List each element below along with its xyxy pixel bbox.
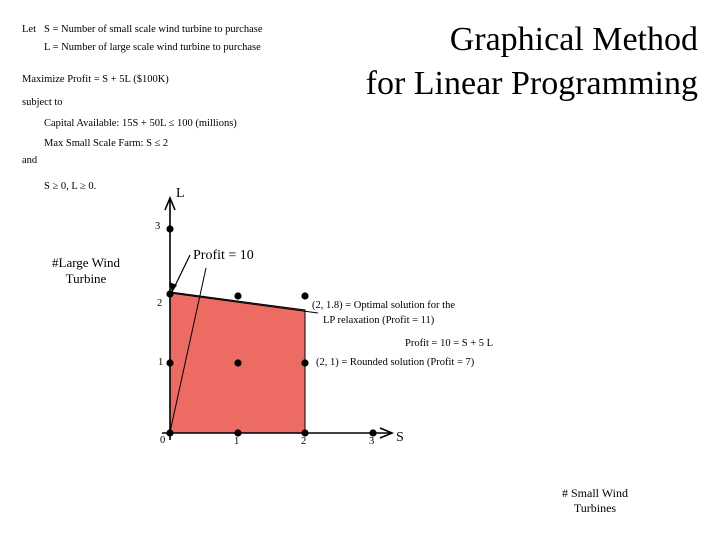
rounded-annotation: (2, 1) = Rounded solution (Profit = 7) bbox=[316, 357, 475, 368]
x-tick-label: 3 bbox=[369, 436, 375, 447]
subject-to: subject to bbox=[22, 97, 63, 108]
y-callout-line-1: #Large Wind bbox=[52, 255, 120, 270]
x-callout bbox=[562, 486, 628, 516]
x-tick-label: 2 bbox=[301, 436, 307, 447]
y-callout-line-2: Turbine bbox=[65, 271, 107, 286]
title-line-2: for Linear Programming bbox=[365, 65, 698, 102]
lattice-point bbox=[166, 429, 173, 436]
profit-callout: Profit = 10 bbox=[193, 248, 254, 263]
lattice-point bbox=[301, 292, 308, 299]
x-tick-label: 0 bbox=[160, 435, 166, 446]
lattice-point bbox=[166, 359, 173, 366]
optimal-annotation-line-1: (2, 1.8) = Optimal solution for the bbox=[312, 300, 455, 311]
and-word: and bbox=[22, 155, 38, 166]
let-word: Let bbox=[22, 24, 36, 35]
y-tick-label: 1 bbox=[158, 357, 164, 368]
capital-constraint: Capital Available: 15S + 50L ≤ 100 (millions) bbox=[44, 118, 237, 129]
nonnegativity: S ≥ 0, L ≥ 0. bbox=[44, 181, 97, 192]
lattice-point bbox=[166, 225, 173, 232]
max-small-constraint: Max Small Scale Farm: S ≤ 2 bbox=[44, 138, 169, 149]
y-callout bbox=[52, 255, 120, 287]
lattice-point bbox=[234, 359, 241, 366]
y-tick-label: 3 bbox=[155, 221, 161, 232]
x-tick-label: 1 bbox=[234, 436, 240, 447]
x-callout-line-1: # Small Wind bbox=[562, 486, 628, 500]
s-definition: S = Number of small scale wind turbine to purchase bbox=[44, 24, 263, 35]
y-tick-label: 2 bbox=[157, 298, 163, 309]
optimal-annotation-line-2: LP relaxation (Profit = 11) bbox=[323, 315, 435, 326]
lattice-point bbox=[166, 290, 173, 297]
lattice-point bbox=[234, 292, 241, 299]
x-callout-line-2: Turbines bbox=[573, 501, 617, 515]
objective: Maximize Profit = S + 5L ($100K) bbox=[22, 74, 169, 85]
title-line-1: Graphical Method bbox=[449, 21, 698, 58]
y-axis-label: L bbox=[176, 186, 185, 201]
lattice-point bbox=[301, 359, 308, 366]
l-definition: L = Number of large scale wind turbine to purchase bbox=[44, 42, 261, 53]
profit-line-annotation: Profit = 10 = S + 5 L bbox=[405, 338, 494, 349]
x-axis-label: S bbox=[396, 430, 404, 445]
